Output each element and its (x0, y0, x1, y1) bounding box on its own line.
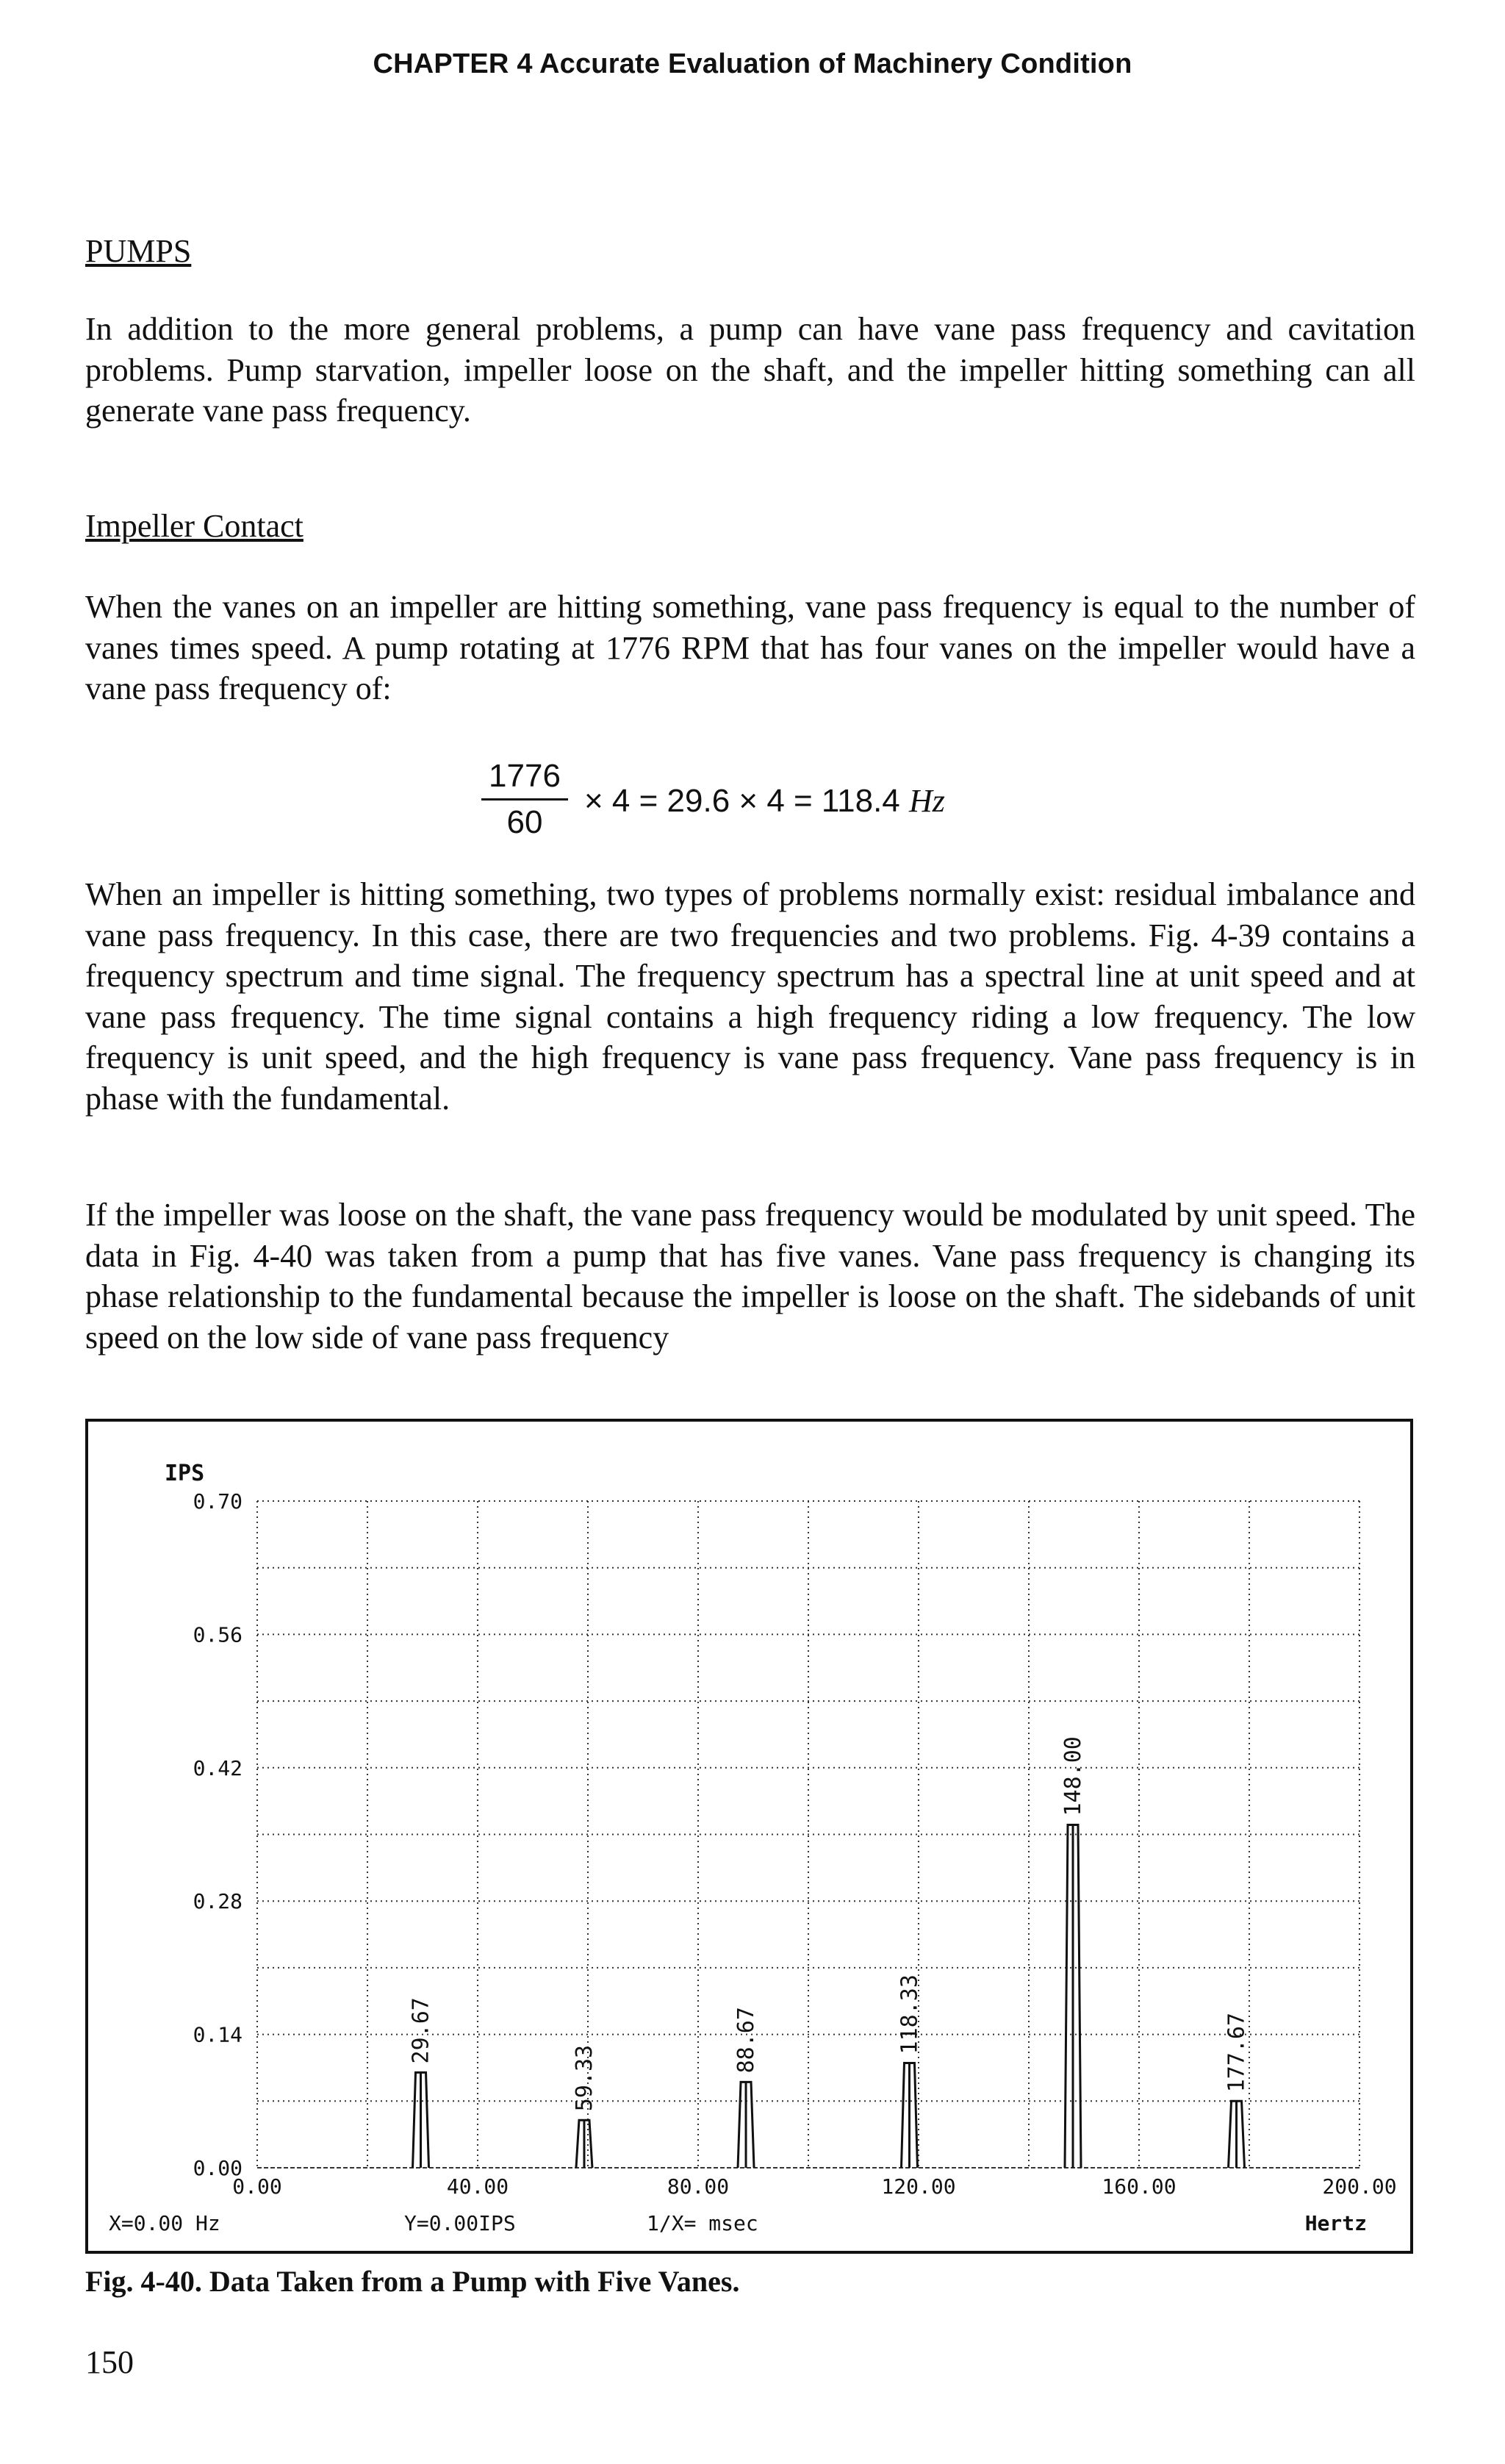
peak-label: 177.67 (1224, 2012, 1250, 2093)
y-tick-label: 0.14 (193, 2022, 243, 2047)
chapter-header: CHAPTER 4 Accurate Evaluation of Machinery Condition (373, 49, 1132, 79)
paragraph-impeller-contact: When the vanes on an impeller are hitting something, vane pass frequency is equal to the number of vanes times speed. A pump rotating at 1776 RPM that has four vanes on the impeller would have a vane pass frequency of: (85, 589, 1415, 706)
x-tick-label: 160.00 (1102, 2174, 1177, 2199)
inverse-x-readout: 1/X= msec (647, 2211, 758, 2235)
formula-expression-line (584, 782, 945, 820)
paragraph-impeller-loose: If the impeller was loose on the shaft, the vane pass frequency would be modulated by unit speed. The data in Fig. 4-40 was taken from a pump that has five vanes. Vane pass frequency is changing its phase relationship to the fundamental because the impeller is loose on the shaft. The sidebands of unit speed on the low side of vane pass frequency (85, 1197, 1415, 1355)
figure-caption: Fig. 4-40. Data Taken from a Pump with Five Vanes. (85, 2265, 740, 2298)
peak-label: 118.33 (897, 1974, 923, 2055)
x-tick-label: 0.00 (232, 2174, 282, 2199)
formula-denominator: 60 (506, 804, 543, 840)
y-tick-label: 0.70 (193, 1489, 243, 1514)
vane-pass-formula (481, 750, 1069, 853)
y-tick-label: 0.42 (193, 1755, 243, 1780)
fraction-bar (481, 798, 568, 801)
formula-fraction (481, 757, 568, 842)
paragraph-intro: In addition to the more general problems, a pump can have vane pass frequency and cavitation problems. Pump starvation, impeller loose on the shaft, and the impeller hitting something can all generate vane pass frequency. (85, 311, 1415, 429)
formula-numerator: 1776 (489, 758, 561, 794)
chart-grid (193, 1489, 1397, 2199)
paragraph-impeller-hitting: When an impeller is hitting something, two types of problems normally exist: residual imbalance and vane pass frequency. In this case, there are two frequencies and two problems. Fig. 4-39 contains a frequency spectrum and time signal. The frequency spectrum has a spectral line at unit speed and at vane pass frequency. The time signal contains a high frequency riding a low frequency. The low frequency is unit speed, and the high frequency is vane pass frequency. Vane pass frequency is in phase with the fundamental. (85, 876, 1415, 1117)
y-tick-label: 0.00 (193, 2156, 243, 2180)
page-number: 150 (85, 2344, 134, 2380)
y-readout: Y=0.00IPS (404, 2211, 516, 2235)
peak-label: 59.33 (571, 2044, 597, 2112)
x-tick-label: 80.00 (667, 2174, 730, 2199)
peak-label: 88.67 (733, 2007, 760, 2074)
formula-unit: Hz (909, 783, 945, 819)
y-tick-label: 0.56 (193, 1622, 243, 1647)
x-readout: X=0.00 Hz (109, 2211, 220, 2235)
formula-expression: × 4 = 29.6 × 4 = 118.4 (584, 783, 900, 819)
y-tick-label: 0.28 (193, 1889, 243, 1914)
x-axis-unit-label: Hertz (1304, 2211, 1367, 2235)
x-tick-label: 120.00 (881, 2174, 956, 2199)
chart-peaks (409, 1736, 1250, 2168)
subsection-title-impeller-contact: Impeller Contact (85, 508, 303, 544)
section-title-pumps: PUMPS (85, 233, 192, 269)
x-tick-label: 200.00 (1322, 2174, 1397, 2199)
spectrum-chart (88, 1422, 1410, 2251)
peak-label: 29.67 (408, 1997, 434, 2064)
spectrum-figure (85, 1419, 1413, 2254)
y-axis-unit-label: IPS (165, 1461, 205, 1486)
x-tick-label: 40.00 (446, 2174, 509, 2199)
peak-label: 148.00 (1060, 1736, 1086, 1816)
